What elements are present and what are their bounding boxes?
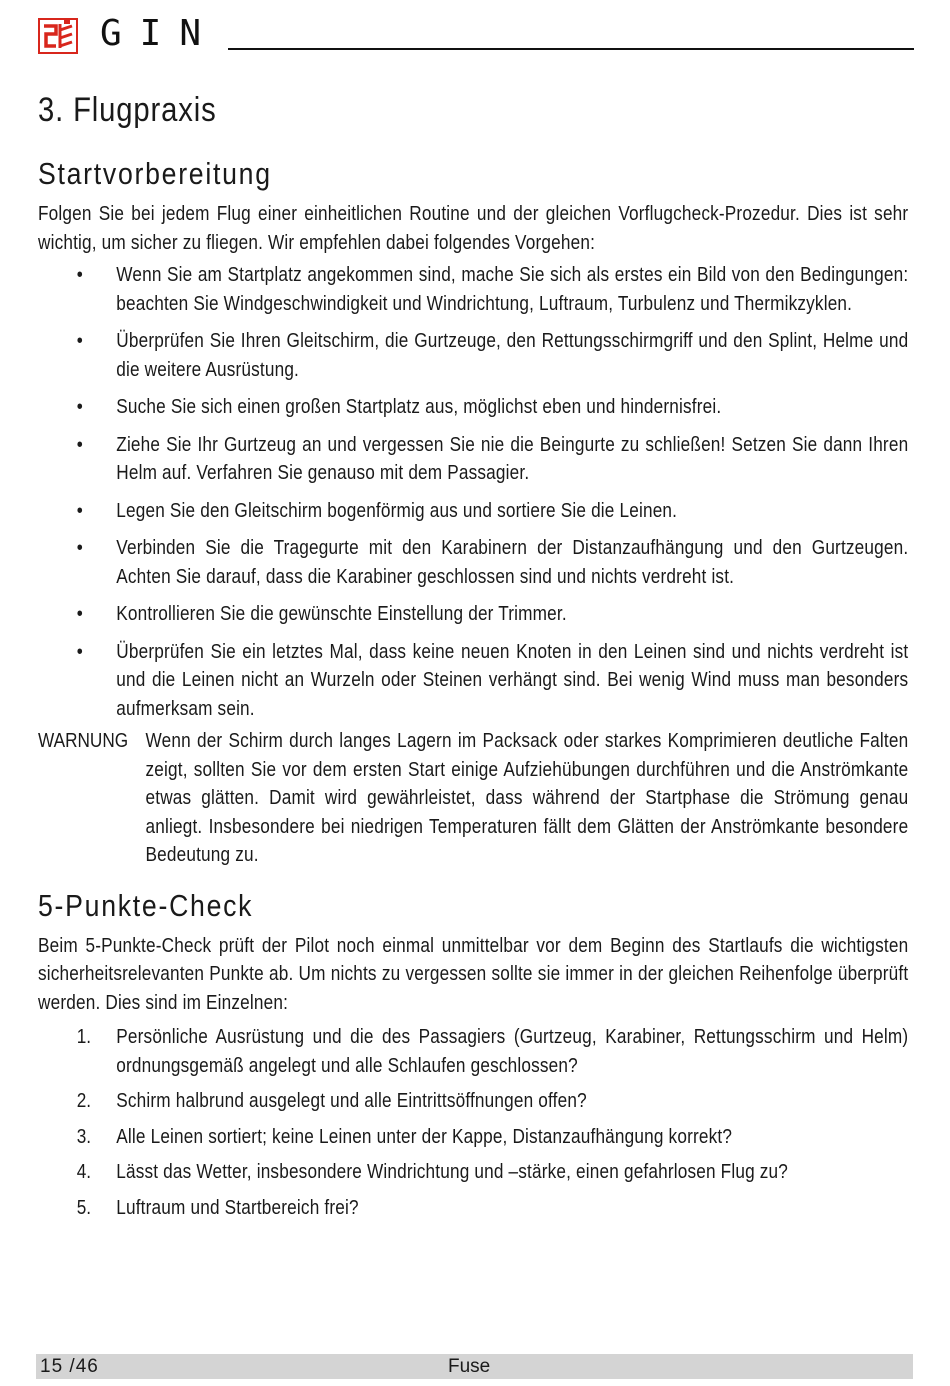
warning-block bbox=[38, 727, 908, 870]
gin-seal-logo-icon bbox=[38, 18, 78, 54]
item-number: 5. bbox=[76, 1196, 92, 1219]
list-item-text: Ziehe Sie Ihr Gurtzeug an und vergessen Sie nie die Beingurte zu schließen! Setzen Sie dann Ihren Helm auf. Verfahren Sie genauso mit dem Passagier. bbox=[116, 433, 909, 484]
list-item bbox=[38, 431, 908, 488]
list-item bbox=[38, 534, 908, 591]
list-item bbox=[38, 327, 908, 384]
item-number: 2. bbox=[76, 1090, 92, 1112]
section-heading-startvorbereitung: Startvorbereitung bbox=[38, 156, 272, 191]
brand-name: GIN bbox=[100, 13, 220, 54]
list-item-text: Überprüfen Sie Ihren Gleitschirm, die Gurtzeuge, den Rettungsschirmgriff und den Splint, Helme und die weitere Ausrüstung. bbox=[116, 330, 909, 381]
section-5-punkte-check bbox=[38, 932, 908, 1223]
bullet-icon: • bbox=[76, 640, 83, 663]
item-number: 4. bbox=[76, 1161, 92, 1183]
list-item-text: Wenn Sie am Startplatz angekommen sind, mache Sie sich als erstes ein Bild von den Bedingungen: beachten Sie Windgeschwindigkeit und Windrichtung, Luftraum, Turbulenz und Thermikzyklen. bbox=[116, 264, 909, 315]
bullet-icon: • bbox=[76, 499, 83, 522]
list-item-text: Lässt das Wetter, insbesondere Windrichtung und –stärke, einen gefahrlosen Flug zu? bbox=[116, 1161, 789, 1183]
item-number: 3. bbox=[76, 1125, 92, 1148]
list-item-text: Legen Sie den Gleitschirm bogenförmig aus und sortiere Sie die Leinen. bbox=[116, 499, 678, 522]
list-item bbox=[38, 261, 908, 318]
section2-intro: Beim 5-Punkte-Check prüft der Pilot noch einmal unmittelbar vor dem Beginn des Startlaufs die wichtigsten sicherheitsrelevanten Punkte ab. Um nichts zu vergessen sollte sie immer in der gleichen Reihenfolge überprüft werden. Dies sind im Einzelnen: bbox=[38, 934, 909, 1014]
list-item-text: Verbinden Sie die Tragegurte mit den Karabinern der Distanzaufhängung und den Gurtzeugen. Achten Sie darauf, dass die Karabiner geschlossen sind und nichts verdreht ist. bbox=[116, 537, 909, 588]
list-item-text: Alle Leinen sortiert; keine Leinen unter der Kappe, Distanzaufhängung korrekt? bbox=[116, 1125, 733, 1148]
list-item-text: Persönliche Ausrüstung und die des Passagiers (Gurtzeug, Karabiner, Rettungsschirm und Helm) ordnungsgemäß angelegt und alle Schlaufen geschlossen? bbox=[116, 1026, 909, 1077]
main-content bbox=[38, 88, 908, 1229]
page-header bbox=[38, 13, 914, 56]
bullet-icon: • bbox=[76, 603, 83, 625]
list-item bbox=[38, 393, 908, 422]
page-footer bbox=[36, 1354, 913, 1379]
list-item-text: Suche Sie sich einen großen Startplatz aus, möglichst eben und hindernisfrei. bbox=[116, 396, 722, 418]
list-item bbox=[38, 638, 908, 724]
list-item bbox=[38, 1158, 908, 1187]
product-name: Fuse bbox=[448, 1356, 491, 1377]
bullet-icon: • bbox=[76, 537, 83, 559]
bullet-icon: • bbox=[76, 330, 83, 352]
list-item bbox=[38, 1194, 908, 1223]
list-item bbox=[38, 1123, 908, 1152]
bullet-icon: • bbox=[76, 433, 83, 456]
warning-label: WARNUNG bbox=[38, 730, 129, 752]
list-item bbox=[38, 600, 908, 629]
list-item-text: Überprüfen Sie ein letztes Mal, dass keine neuen Knoten in den Leinen sind und nichts verdreht ist und die Leinen nicht an Wurzeln oder Steinen verhängt sind. Bei wenig Wind muss man besonders aufmerksam sein. bbox=[116, 640, 909, 720]
page-number: 15 /46 bbox=[40, 1356, 99, 1377]
section-heading-5-punkte-check: 5-Punkte-Check bbox=[38, 887, 254, 923]
list-item bbox=[38, 1023, 908, 1080]
list-item bbox=[38, 1087, 908, 1116]
bullet-icon: • bbox=[76, 264, 83, 286]
header-rule bbox=[228, 48, 914, 50]
section-startvorbereitung bbox=[38, 200, 908, 870]
list-item-text: Schirm halbrund ausgelegt und alle Eintrittsöffnungen offen? bbox=[116, 1090, 587, 1112]
warning-text: Wenn der Schirm durch langes Lagern im Packsack oder starkes Komprimieren deutliche Falten zeigt, sollten Sie vor dem ersten Start einige Aufziehübungen durchführen und die Anströmkante etwas glätten. Damit wird gewährleistet, dass während der Startphase die Strömung genau anliegt. Insbesondere bei niedrigen Temperaturen fällt dem Glätten der Anströmkante besondere Bedeutung zu. bbox=[145, 730, 909, 866]
section1-intro: Folgen Sie bei jedem Flug einer einheitlichen Routine und der gleichen Vorflugcheck-Prozedur. Dies ist sehr wichtig, um sicher zu fliegen. Wir empfehlen dabei folgendes Vorgehen: bbox=[38, 203, 909, 254]
item-number: 1. bbox=[76, 1026, 92, 1048]
chapter-title: 3. Flugpraxis bbox=[38, 91, 217, 129]
bullet-icon: • bbox=[76, 396, 83, 418]
list-item bbox=[38, 497, 908, 526]
preparation-list bbox=[38, 261, 908, 723]
list-item-text: Luftraum und Startbereich frei? bbox=[116, 1196, 359, 1219]
list-item-text: Kontrollieren Sie die gewünschte Einstellung der Trimmer. bbox=[116, 603, 567, 625]
check-list bbox=[38, 1023, 908, 1222]
